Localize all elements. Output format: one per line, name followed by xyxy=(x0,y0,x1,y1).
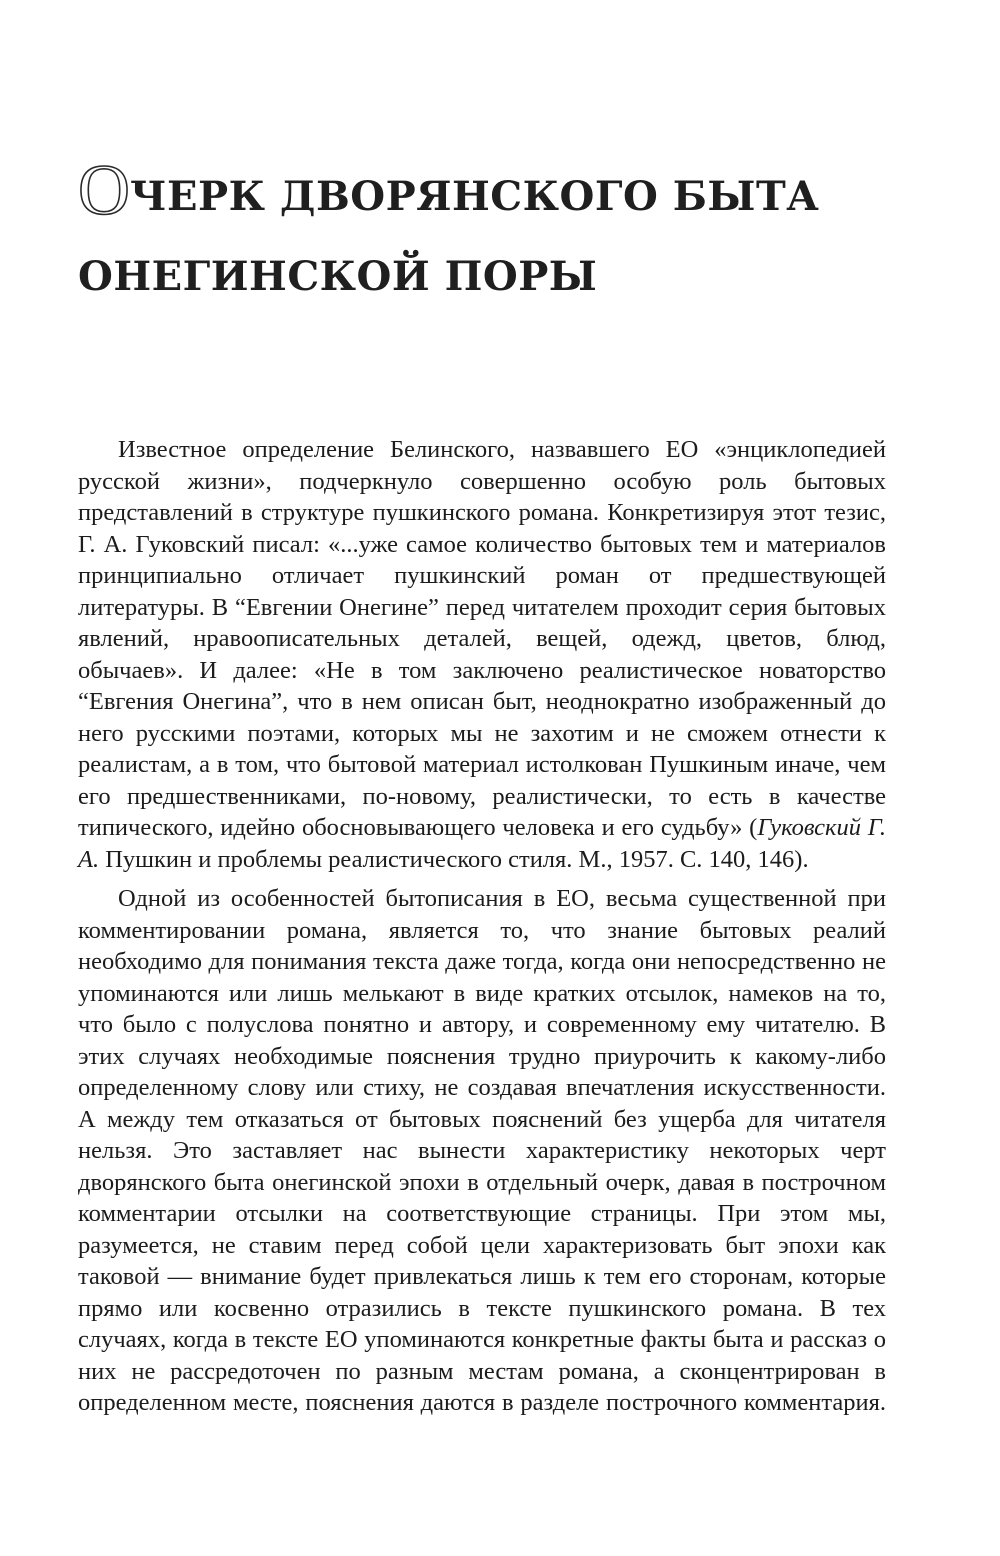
chapter-title-line-1-rest: ЧЕРК ДВОРЯНСКОГО БЫТА xyxy=(130,173,820,220)
chapter-title-line-2: ОНЕГИНСКОЙ ПОРЫ xyxy=(78,253,598,300)
chapter-title xyxy=(78,150,958,317)
paragraph-1 xyxy=(78,434,886,875)
body-text xyxy=(78,434,886,1419)
citation-author: Гуковский Г. А. xyxy=(78,814,886,873)
chapter-title-line-1 xyxy=(78,150,958,237)
paragraph-1-text: Известное определение Белинского, назвавшего ЕО «энциклопедией русской жизни», подчеркнуло совершенно особую роль бытовых представлений в структуре пушкинского романа. Конкретизируя этот тезис, Г. А. Гуковский писал: «...уже самое количество бытовых тем и материалов принципиально отличает пушкинский роман от предшествующей литературы. В “Евгении Онегине” перед читателем проходит серия бытовых явлений, нравоописательных деталей, вещей, одежд, цветов, блюд, обычаев». И далее: «Не в том заключено реалистическое новаторство “Евгения Онегина”, что в нем описан быт, неоднократно изображенный до него русскими поэтами, которых мы не захотим и не сможем отнести к реалистам, а в том, что бытовой материал истолкован Пушкиным иначе, чем его предшественниками, по-новому, реалистически, то есть в качестве типического, идейно обосновывающего человека и его судьбу» ( xyxy=(78,436,886,841)
paragraph-2: Одной из особенностей бытописания в ЕО, весьма существенной при комментировании романа, является то, что знание бытовых реалий необходимо для понимания текста даже тогда, когда они непосредственно не упоминаются или лишь мелькают в виде кратких отсылок, намеков на то, что было с полуслова понятно и автору, и современному ему читателю. В этих случаях необходимые пояснения трудно приурочить к какому-либо определенному слову или стиху, не создавая впечатления искусственности. А между тем отказаться от бытовых пояснений без ущерба для читателя нельзя. Это заставляет нас вынести характеристику некоторых черт дворянского быта онегинской эпохи в отдельный очерк, давая в построчном комментарии отсылки на соответствующие страницы. При этом мы, разумеется, не ставим перед собой цели характеризовать быт эпохи как таковой — внимание будет привлекаться лишь к тем его сторонам, которые прямо или косвенно отразились в тексте пушкинского романа. В тех случаях, когда в тексте ЕО упоминаются конкретные факты быта и рассказ о них не рассредоточен по разным местам романа, а сконцентрирован в определенном месте, пояснения даются в разделе построчного комментария. xyxy=(78,885,886,1416)
paragraph-1-citation: Пушкин и проблемы реалистического стиля. М., 1957. С. 140, 146). xyxy=(99,845,809,873)
drop-initial: О xyxy=(78,150,130,230)
